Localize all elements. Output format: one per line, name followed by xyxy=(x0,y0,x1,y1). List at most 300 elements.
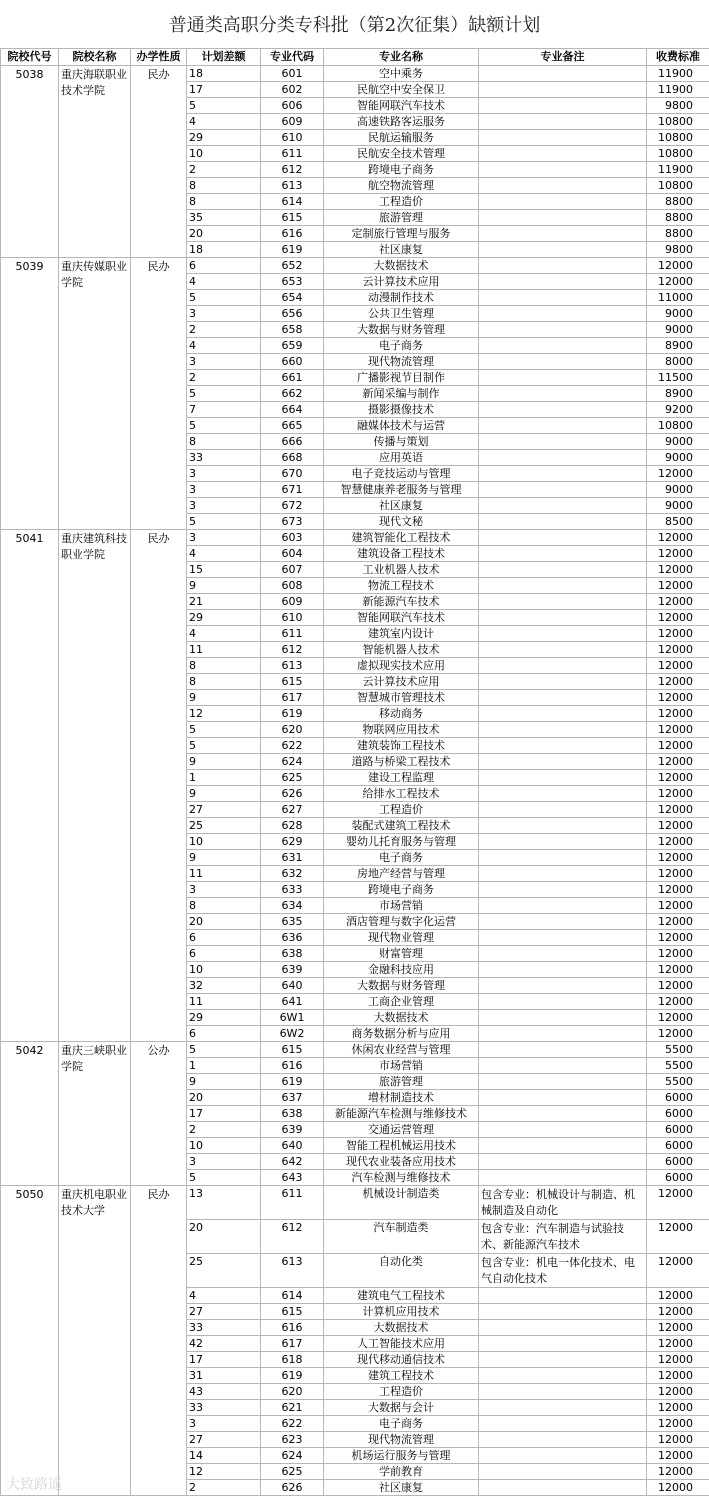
major-name-cell: 工业机器人技术 xyxy=(324,562,479,578)
major-note-cell xyxy=(479,834,647,850)
major-note-cell xyxy=(479,866,647,882)
major-note-cell xyxy=(479,658,647,674)
major-name-cell: 公共卫生管理 xyxy=(324,306,479,322)
major-note-cell xyxy=(479,498,647,514)
major-code-cell: 668 xyxy=(261,450,324,466)
fee-cell: 12000 xyxy=(647,1288,709,1304)
plan-gap-cell: 3 xyxy=(187,354,261,370)
major-name-cell: 大数据与会计 xyxy=(324,1400,479,1416)
major-code-cell: 640 xyxy=(261,978,324,994)
major-name-cell: 增材制造技术 xyxy=(324,1090,479,1106)
major-note-cell xyxy=(479,306,647,322)
major-note-cell xyxy=(479,594,647,610)
header-cell: 专业备注 xyxy=(479,49,647,66)
fee-cell: 8800 xyxy=(647,194,709,210)
major-note-cell xyxy=(479,754,647,770)
plan-gap-cell: 9 xyxy=(187,578,261,594)
school-code-cell: 5038 xyxy=(1,66,59,258)
fee-cell: 6000 xyxy=(647,1090,709,1106)
major-note-cell xyxy=(479,514,647,530)
major-code-cell: 624 xyxy=(261,754,324,770)
major-note-cell xyxy=(479,626,647,642)
plan-gap-cell: 3 xyxy=(187,1416,261,1432)
fee-cell: 5500 xyxy=(647,1058,709,1074)
major-name-cell: 汽车检测与维修技术 xyxy=(324,1170,479,1186)
table-row xyxy=(1,1042,709,1058)
major-name-cell: 婴幼儿托育服务与管理 xyxy=(324,834,479,850)
major-name-cell: 跨境电子商务 xyxy=(324,162,479,178)
major-code-cell: 611 xyxy=(261,146,324,162)
major-code-cell: 661 xyxy=(261,370,324,386)
major-note-cell xyxy=(479,1154,647,1170)
fee-cell: 12000 xyxy=(647,898,709,914)
major-name-cell: 智慧城市管理技术 xyxy=(324,690,479,706)
major-note-cell xyxy=(479,994,647,1010)
major-code-cell: 609 xyxy=(261,114,324,130)
major-code-cell: 615 xyxy=(261,1042,324,1058)
major-code-cell: 673 xyxy=(261,514,324,530)
plan-gap-cell: 10 xyxy=(187,834,261,850)
fee-cell: 12000 xyxy=(647,1368,709,1384)
major-code-cell: 635 xyxy=(261,914,324,930)
major-note-cell xyxy=(479,370,647,386)
plan-gap-cell: 3 xyxy=(187,466,261,482)
fee-cell: 12000 xyxy=(647,802,709,818)
fee-cell: 12000 xyxy=(647,1464,709,1480)
plan-gap-cell: 11 xyxy=(187,866,261,882)
plan-gap-cell: 33 xyxy=(187,1400,261,1416)
major-code-cell: 659 xyxy=(261,338,324,354)
school-code-cell: 5041 xyxy=(1,530,59,1042)
school-type-cell: 民办 xyxy=(131,66,187,258)
plan-gap-cell: 9 xyxy=(187,786,261,802)
major-name-cell: 新能源汽车检测与维修技术 xyxy=(324,1106,479,1122)
plan-gap-cell: 42 xyxy=(187,1336,261,1352)
major-code-cell: 610 xyxy=(261,610,324,626)
major-note-cell: 包含专业：机械设计与制造、机械制造及自动化 xyxy=(479,1186,647,1220)
major-code-cell: 603 xyxy=(261,530,324,546)
fee-cell: 12000 xyxy=(647,722,709,738)
major-code-cell: 613 xyxy=(261,1254,324,1288)
major-code-cell: 654 xyxy=(261,290,324,306)
fee-cell: 12000 xyxy=(647,1336,709,1352)
plan-gap-cell: 9 xyxy=(187,690,261,706)
fee-cell: 12000 xyxy=(647,642,709,658)
major-name-cell: 虚拟现实技术应用 xyxy=(324,658,479,674)
fee-cell: 6000 xyxy=(647,1154,709,1170)
plan-gap-cell: 29 xyxy=(187,130,261,146)
major-note-cell xyxy=(479,546,647,562)
plan-gap-cell: 3 xyxy=(187,882,261,898)
major-code-cell: 6W1 xyxy=(261,1010,324,1026)
fee-cell: 8900 xyxy=(647,338,709,354)
fee-cell: 9000 xyxy=(647,450,709,466)
header-cell: 专业代码 xyxy=(261,49,324,66)
fee-cell: 12000 xyxy=(647,850,709,866)
fee-cell: 11900 xyxy=(647,82,709,98)
major-name-cell: 云计算技术应用 xyxy=(324,674,479,690)
table-row xyxy=(1,66,709,82)
fee-cell: 12000 xyxy=(647,274,709,290)
plan-gap-cell: 4 xyxy=(187,274,261,290)
watermark: 大致路遥 xyxy=(6,1477,62,1493)
fee-cell: 9000 xyxy=(647,434,709,450)
plan-gap-cell: 43 xyxy=(187,1384,261,1400)
major-code-cell: 616 xyxy=(261,1058,324,1074)
plan-gap-cell: 4 xyxy=(187,626,261,642)
major-code-cell: 622 xyxy=(261,738,324,754)
major-name-cell: 现代农业装备应用技术 xyxy=(324,1154,479,1170)
major-note-cell xyxy=(479,82,647,98)
fee-cell: 12000 xyxy=(647,818,709,834)
fee-cell: 12000 xyxy=(647,562,709,578)
major-note-cell xyxy=(479,114,647,130)
major-note-cell xyxy=(479,530,647,546)
major-name-cell: 民航运输服务 xyxy=(324,130,479,146)
plan-gap-cell: 17 xyxy=(187,82,261,98)
major-code-cell: 670 xyxy=(261,466,324,482)
plan-gap-cell: 33 xyxy=(187,1320,261,1336)
fee-cell: 10800 xyxy=(647,130,709,146)
major-name-cell: 现代物流管理 xyxy=(324,1432,479,1448)
major-name-cell: 商务数据分析与应用 xyxy=(324,1026,479,1042)
major-code-cell: 632 xyxy=(261,866,324,882)
major-code-cell: 666 xyxy=(261,434,324,450)
fee-cell: 8800 xyxy=(647,210,709,226)
major-code-cell: 639 xyxy=(261,962,324,978)
plan-gap-cell: 7 xyxy=(187,402,261,418)
fee-cell: 12000 xyxy=(647,786,709,802)
plan-gap-cell: 8 xyxy=(187,178,261,194)
major-name-cell: 人工智能技术应用 xyxy=(324,1336,479,1352)
plan-gap-cell: 10 xyxy=(187,146,261,162)
major-code-cell: 629 xyxy=(261,834,324,850)
major-name-cell: 现代文秘 xyxy=(324,514,479,530)
fee-cell: 12000 xyxy=(647,1384,709,1400)
major-code-cell: 619 xyxy=(261,242,324,258)
major-note-cell xyxy=(479,1304,647,1320)
plan-gap-cell: 29 xyxy=(187,610,261,626)
plan-gap-cell: 3 xyxy=(187,1154,261,1170)
major-name-cell: 智能网联汽车技术 xyxy=(324,610,479,626)
major-code-cell: 636 xyxy=(261,930,324,946)
major-note-cell xyxy=(479,706,647,722)
major-code-cell: 652 xyxy=(261,258,324,274)
major-note-cell xyxy=(479,226,647,242)
major-name-cell: 社区康复 xyxy=(324,498,479,514)
school-code-cell: 5039 xyxy=(1,258,59,530)
major-note-cell xyxy=(479,258,647,274)
major-code-cell: 602 xyxy=(261,82,324,98)
major-note-cell xyxy=(479,1320,647,1336)
plan-gap-cell: 17 xyxy=(187,1352,261,1368)
header-cell: 收费标准 xyxy=(647,49,709,66)
fee-cell: 11000 xyxy=(647,290,709,306)
plan-table xyxy=(0,48,709,1496)
table-row xyxy=(1,1186,709,1220)
plan-gap-cell: 21 xyxy=(187,594,261,610)
major-name-cell: 广播影视节目制作 xyxy=(324,370,479,386)
major-code-cell: 621 xyxy=(261,1400,324,1416)
plan-gap-cell: 31 xyxy=(187,1368,261,1384)
plan-gap-cell: 4 xyxy=(187,114,261,130)
major-name-cell: 电子商务 xyxy=(324,1416,479,1432)
fee-cell: 12000 xyxy=(647,578,709,594)
major-name-cell: 建筑工程技术 xyxy=(324,1368,479,1384)
header-cell: 专业名称 xyxy=(324,49,479,66)
plan-gap-cell: 5 xyxy=(187,1042,261,1058)
major-name-cell: 大数据技术 xyxy=(324,1320,479,1336)
plan-gap-cell: 9 xyxy=(187,754,261,770)
plan-gap-cell: 11 xyxy=(187,994,261,1010)
header-cell: 办学性质 xyxy=(131,49,187,66)
plan-gap-cell: 8 xyxy=(187,674,261,690)
major-name-cell: 建筑装饰工程技术 xyxy=(324,738,479,754)
major-note-cell xyxy=(479,1432,647,1448)
major-name-cell: 市场营销 xyxy=(324,1058,479,1074)
major-note-cell xyxy=(479,738,647,754)
fee-cell: 8000 xyxy=(647,354,709,370)
major-note-cell xyxy=(479,962,647,978)
major-name-cell: 计算机应用技术 xyxy=(324,1304,479,1320)
fee-cell: 12000 xyxy=(647,1186,709,1220)
plan-gap-cell: 20 xyxy=(187,1090,261,1106)
major-name-cell: 休闲农业经营与管理 xyxy=(324,1042,479,1058)
major-code-cell: 610 xyxy=(261,130,324,146)
major-code-cell: 642 xyxy=(261,1154,324,1170)
major-code-cell: 617 xyxy=(261,1336,324,1352)
major-code-cell: 665 xyxy=(261,418,324,434)
major-name-cell: 社区康复 xyxy=(324,1480,479,1496)
fee-cell: 12000 xyxy=(647,978,709,994)
major-note-cell xyxy=(479,674,647,690)
plan-gap-cell: 5 xyxy=(187,290,261,306)
major-code-cell: 615 xyxy=(261,210,324,226)
fee-cell: 9200 xyxy=(647,402,709,418)
fee-cell: 12000 xyxy=(647,706,709,722)
major-name-cell: 民航安全技术管理 xyxy=(324,146,479,162)
major-note-cell xyxy=(479,162,647,178)
major-name-cell: 大数据技术 xyxy=(324,1010,479,1026)
major-note-cell xyxy=(479,450,647,466)
major-note-cell xyxy=(479,578,647,594)
fee-cell: 12000 xyxy=(647,1400,709,1416)
fee-cell: 12000 xyxy=(647,994,709,1010)
plan-gap-cell: 35 xyxy=(187,210,261,226)
plan-gap-cell: 4 xyxy=(187,338,261,354)
plan-gap-cell: 13 xyxy=(187,1186,261,1220)
major-name-cell: 旅游管理 xyxy=(324,210,479,226)
major-code-cell: 631 xyxy=(261,850,324,866)
major-name-cell: 跨境电子商务 xyxy=(324,882,479,898)
plan-gap-cell: 9 xyxy=(187,1074,261,1090)
table-header-row xyxy=(1,49,709,66)
major-note-cell xyxy=(479,338,647,354)
major-code-cell: 611 xyxy=(261,626,324,642)
fee-cell: 12000 xyxy=(647,1254,709,1288)
plan-gap-cell: 27 xyxy=(187,1304,261,1320)
major-note-cell xyxy=(479,882,647,898)
major-name-cell: 建筑设备工程技术 xyxy=(324,546,479,562)
plan-gap-cell: 12 xyxy=(187,1464,261,1480)
plan-gap-cell: 3 xyxy=(187,498,261,514)
major-code-cell: 638 xyxy=(261,946,324,962)
major-note-cell xyxy=(479,770,647,786)
major-name-cell: 大数据技术 xyxy=(324,258,479,274)
fee-cell: 10800 xyxy=(647,418,709,434)
fee-cell: 9000 xyxy=(647,306,709,322)
major-note-cell xyxy=(479,898,647,914)
major-code-cell: 626 xyxy=(261,786,324,802)
plan-gap-cell: 6 xyxy=(187,930,261,946)
plan-gap-cell: 1 xyxy=(187,1058,261,1074)
plan-gap-cell: 5 xyxy=(187,514,261,530)
major-name-cell: 新能源汽车技术 xyxy=(324,594,479,610)
header-cell: 院校名称 xyxy=(59,49,131,66)
major-name-cell: 航空物流管理 xyxy=(324,178,479,194)
major-note-cell xyxy=(479,482,647,498)
major-name-cell: 建设工程监理 xyxy=(324,770,479,786)
plan-gap-cell: 18 xyxy=(187,66,261,82)
fee-cell: 12000 xyxy=(647,658,709,674)
fee-cell: 9000 xyxy=(647,498,709,514)
major-name-cell: 融媒体技术与运营 xyxy=(324,418,479,434)
fee-cell: 12000 xyxy=(647,1010,709,1026)
major-note-cell xyxy=(479,1448,647,1464)
major-name-cell: 智能机器人技术 xyxy=(324,642,479,658)
major-code-cell: 656 xyxy=(261,306,324,322)
major-name-cell: 财富管理 xyxy=(324,946,479,962)
fee-cell: 12000 xyxy=(647,626,709,642)
school-type-cell: 公办 xyxy=(131,1042,187,1186)
plan-gap-cell: 6 xyxy=(187,258,261,274)
school-name-cell: 重庆机电职业技术大学 xyxy=(59,1186,131,1496)
plan-gap-cell: 5 xyxy=(187,738,261,754)
major-name-cell: 大数据与财务管理 xyxy=(324,322,479,338)
major-code-cell: 618 xyxy=(261,1352,324,1368)
fee-cell: 11500 xyxy=(647,370,709,386)
fee-cell: 9800 xyxy=(647,98,709,114)
major-name-cell: 高速铁路客运服务 xyxy=(324,114,479,130)
major-note-cell xyxy=(479,914,647,930)
plan-gap-cell: 3 xyxy=(187,306,261,322)
major-name-cell: 应用英语 xyxy=(324,450,479,466)
major-name-cell: 云计算技术应用 xyxy=(324,274,479,290)
plan-gap-cell: 4 xyxy=(187,1288,261,1304)
plan-gap-cell: 20 xyxy=(187,914,261,930)
major-note-cell xyxy=(479,1058,647,1074)
major-code-cell: 620 xyxy=(261,1384,324,1400)
plan-gap-cell: 5 xyxy=(187,1170,261,1186)
plan-gap-cell: 27 xyxy=(187,802,261,818)
major-code-cell: 613 xyxy=(261,178,324,194)
plan-gap-cell: 6 xyxy=(187,946,261,962)
major-note-cell: 包含专业：汽车制造与试验技术、新能源汽车技术 xyxy=(479,1220,647,1254)
major-code-cell: 633 xyxy=(261,882,324,898)
plan-gap-cell: 1 xyxy=(187,770,261,786)
major-name-cell: 现代移动通信技术 xyxy=(324,1352,479,1368)
page-title: 普通类高职分类专科批（第2次征集）缺额计划 xyxy=(168,15,541,36)
major-note-cell xyxy=(479,1464,647,1480)
header-cell: 计划差额 xyxy=(187,49,261,66)
major-name-cell: 现代物流管理 xyxy=(324,354,479,370)
major-code-cell: 628 xyxy=(261,818,324,834)
major-note-cell: 包含专业：机电一体化技术、电气自动化技术 xyxy=(479,1254,647,1288)
major-note-cell xyxy=(479,354,647,370)
major-name-cell: 空中乘务 xyxy=(324,66,479,82)
major-note-cell xyxy=(479,1026,647,1042)
table-row xyxy=(1,530,709,546)
major-name-cell: 装配式建筑工程技术 xyxy=(324,818,479,834)
plan-gap-cell: 11 xyxy=(187,642,261,658)
fee-cell: 10800 xyxy=(647,146,709,162)
fee-cell: 6000 xyxy=(647,1138,709,1154)
school-type-cell: 民办 xyxy=(131,258,187,530)
plan-gap-cell: 17 xyxy=(187,1106,261,1122)
major-code-cell: 625 xyxy=(261,770,324,786)
major-note-cell xyxy=(479,418,647,434)
plan-gap-cell: 8 xyxy=(187,194,261,210)
fee-cell: 12000 xyxy=(647,594,709,610)
fee-cell: 12000 xyxy=(647,1432,709,1448)
plan-gap-cell: 5 xyxy=(187,722,261,738)
major-name-cell: 摄影摄像技术 xyxy=(324,402,479,418)
school-code-cell: 5050 xyxy=(1,1186,59,1496)
major-note-cell xyxy=(479,402,647,418)
school-code-cell: 5042 xyxy=(1,1042,59,1186)
major-note-cell xyxy=(479,1170,647,1186)
major-name-cell: 物联网应用技术 xyxy=(324,722,479,738)
major-name-cell: 定制旅行管理与服务 xyxy=(324,226,479,242)
fee-cell: 12000 xyxy=(647,754,709,770)
major-name-cell: 机械设计制造类 xyxy=(324,1186,479,1220)
major-note-cell xyxy=(479,690,647,706)
plan-gap-cell: 9 xyxy=(187,850,261,866)
plan-gap-cell: 8 xyxy=(187,434,261,450)
major-code-cell: 604 xyxy=(261,546,324,562)
plan-gap-cell: 32 xyxy=(187,978,261,994)
major-name-cell: 智能网联汽车技术 xyxy=(324,98,479,114)
major-code-cell: 617 xyxy=(261,690,324,706)
fee-cell: 12000 xyxy=(647,690,709,706)
major-name-cell: 学前教育 xyxy=(324,1464,479,1480)
plan-gap-cell: 2 xyxy=(187,1480,261,1496)
major-name-cell: 机场运行服务与管理 xyxy=(324,1448,479,1464)
fee-cell: 5500 xyxy=(647,1042,709,1058)
fee-cell: 12000 xyxy=(647,258,709,274)
major-code-cell: 623 xyxy=(261,1432,324,1448)
major-name-cell: 工程造价 xyxy=(324,1384,479,1400)
major-note-cell xyxy=(479,850,647,866)
major-code-cell: 607 xyxy=(261,562,324,578)
fee-cell: 12000 xyxy=(647,610,709,626)
major-name-cell: 工程造价 xyxy=(324,802,479,818)
major-note-cell xyxy=(479,1090,647,1106)
major-code-cell: 624 xyxy=(261,1448,324,1464)
major-name-cell: 房地产经营与管理 xyxy=(324,866,479,882)
fee-cell: 8500 xyxy=(647,514,709,530)
plan-gap-cell: 8 xyxy=(187,898,261,914)
major-code-cell: 612 xyxy=(261,1220,324,1254)
plan-gap-cell: 14 xyxy=(187,1448,261,1464)
major-name-cell: 金融科技应用 xyxy=(324,962,479,978)
major-note-cell xyxy=(479,274,647,290)
fee-cell: 8800 xyxy=(647,226,709,242)
major-name-cell: 动漫制作技术 xyxy=(324,290,479,306)
major-note-cell xyxy=(479,642,647,658)
major-code-cell: 662 xyxy=(261,386,324,402)
plan-gap-cell: 2 xyxy=(187,370,261,386)
